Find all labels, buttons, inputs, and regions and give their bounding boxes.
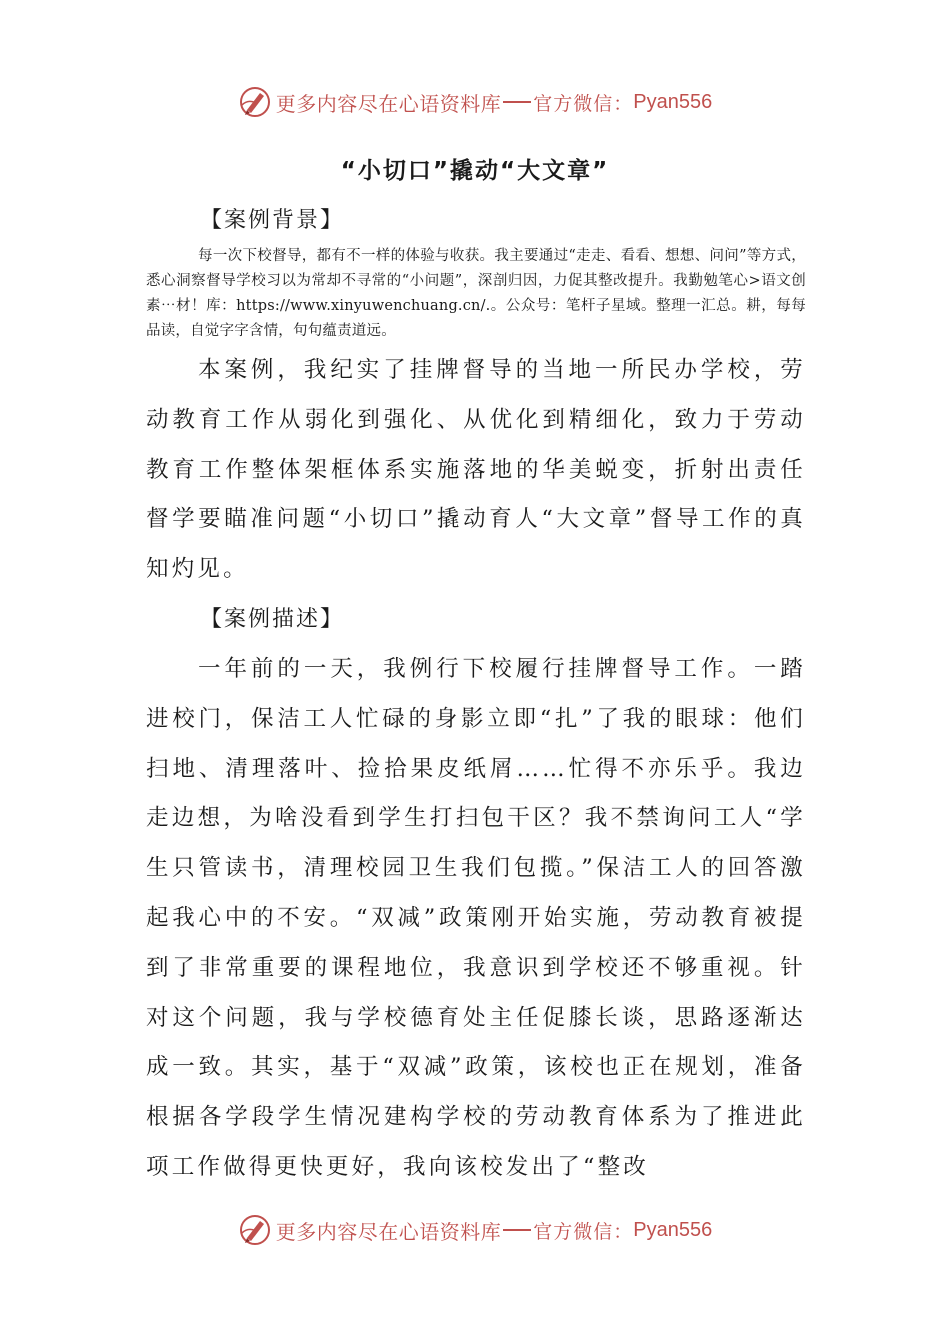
background-paragraph: 本案例，我纪实了挂牌督导的当地一所民办学校，劳动教育工作从弱化到强化、从优化到精细化，致力于劳动教育工作整体架框体系实施落地的华美蜕变，折射出责任督学要瞄准问题“小切口”撬动育人“大文章”督导工作的真知灼见。 <box>146 357 806 583</box>
watermark-banner-bottom <box>0 1210 950 1250</box>
pen-logo-icon <box>238 1213 272 1247</box>
banner-dash <box>503 101 531 103</box>
banner-text: 更多内容尽在心语资料库 <box>275 1219 502 1244</box>
banner-dash <box>503 1229 531 1231</box>
watermark-banner-top <box>0 82 950 122</box>
heading-background: 【案例背景】 <box>200 208 345 233</box>
banner-wechat-id: Pyan556 <box>633 1218 713 1241</box>
banner-wechat-label: 官方微信： <box>533 1220 634 1243</box>
banner-text: 更多内容尽在心语资料库 <box>275 91 502 116</box>
banner-wechat-id: Pyan556 <box>633 90 713 113</box>
document-title: “小切口”撬动“大文章” <box>340 158 610 184</box>
heading-description: 【案例描述】 <box>200 607 345 632</box>
pen-logo-icon <box>238 85 272 119</box>
intro-paragraph: 每一次下校督导，都有不一样的体验与收获。我主要通过“走走、看看、想想、问问”等方式，悉心洞察督导学校习以为常却不寻常的“小问题”，深剖归因，力促其整改提升。我勤勉笔心>语文创素⋯材！库：https://www.xinyuwenchuang.cn/.。公众号：笔杆子星域。整理一汇总。耕，每每品读，自觉字字含情，句句蕴责道远。 <box>146 248 806 339</box>
description-paragraph: 一年前的一天，我例行下校履行挂牌督导工作。一踏进校门，保洁工人忙碌的身影立即“扎”了我的眼球：他们扫地、清理落叶、捡拾果皮纸屑……忙得不亦乐乎。我边走边想，为啥没看到学生打扫包干区？我不禁询问工人“学生只管读书，清理校园卫生我们包揽。”保洁工人的回答激起我心中的不安。“双减”政策刚开始实施，劳动教育被提到了非常重要的课程地位，我意识到学校还不够重视。针对这个问题，我与学校德育处主任促膝长谈，思路逐渐达成一致。其实，基于“双减”政策，该校也正在规划，准备根据各学段学生情况建构学校的劳动教育体系为了推进此项工作做得更快更好，我向该校发出了“整改 <box>146 656 806 1180</box>
banner-wechat-label: 官方微信： <box>533 92 634 115</box>
